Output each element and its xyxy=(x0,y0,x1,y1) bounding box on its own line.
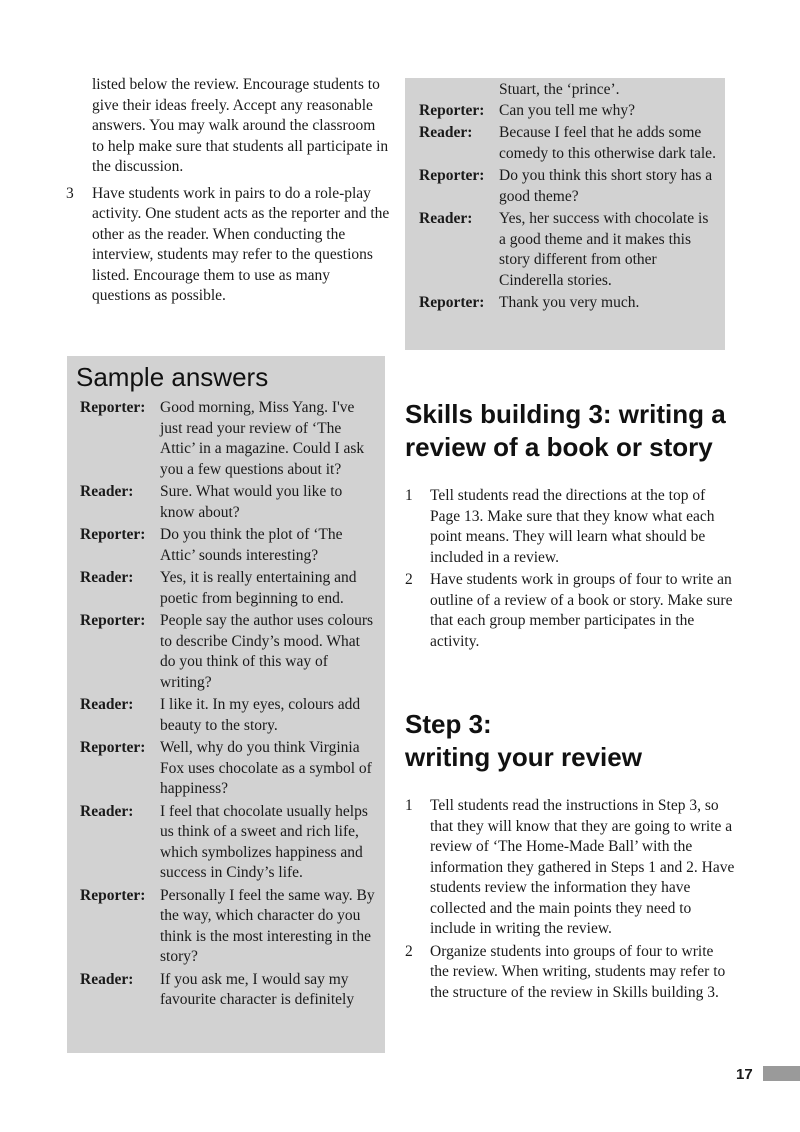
speaker: Reader: xyxy=(80,569,134,586)
speaker: Reporter: xyxy=(80,612,146,629)
item-number: 3 xyxy=(66,184,74,202)
dialog-row xyxy=(67,482,385,523)
dialog-line: Sure. What would you like to know about? xyxy=(160,483,343,521)
dialog-row xyxy=(67,970,385,1011)
speaker: Reporter: xyxy=(80,739,146,756)
item-text: Tell students read the directions at the top of Page 13. Make sure that they know what each point means. They will learn what should be included in a review. xyxy=(430,487,715,566)
dialog-line: I like it. In my eyes, colours add beauty to the story. xyxy=(160,696,361,734)
speaker: Reader: xyxy=(80,483,134,500)
section-heading: Skills building 3: writing a review of a book or story xyxy=(405,399,726,462)
dialog-row xyxy=(67,525,385,566)
dialog-continuation: Stuart, the ‘prince’. xyxy=(499,81,620,98)
intro-item-3 xyxy=(60,184,390,307)
dialog-line: Good morning, Miss Yang. I've just read your review of ‘The Attic’ in a magazine. Could I ask you a few questions about it? xyxy=(160,399,365,478)
dialog-row xyxy=(67,611,385,693)
dialog-line: Thank you very much. xyxy=(499,294,640,311)
list-item xyxy=(405,486,735,568)
dialog-row xyxy=(405,209,725,291)
sample-answers-box xyxy=(67,356,385,1053)
numbered-list xyxy=(405,796,735,1003)
item-number: 2 xyxy=(405,942,413,960)
item-number: 1 xyxy=(405,487,413,504)
speaker: Reader: xyxy=(80,970,134,988)
dialog-row xyxy=(67,398,385,480)
speaker: Reporter: xyxy=(419,294,485,311)
heading-line-1: Step 3: xyxy=(405,709,492,739)
dialog-line: Because I feel that he adds some comedy to this otherwise dark tale. xyxy=(499,124,716,162)
list-item xyxy=(405,796,735,940)
dialog-row xyxy=(67,802,385,884)
speaker: Reporter: xyxy=(419,101,485,119)
page-number: 17 xyxy=(736,1066,753,1083)
list-item xyxy=(405,570,735,652)
sample-answers-title: Sample answers xyxy=(76,362,269,392)
item-text: Have students work in groups of four to write an outline of a review of a book or story. Make sure that each group member participates in the activity. xyxy=(430,571,733,650)
dialog-row xyxy=(67,738,385,800)
dialog-line: Yes, it is really entertaining and poetic from beginning to end. xyxy=(160,569,357,607)
item-number: 1 xyxy=(405,797,413,814)
speaker: Reporter: xyxy=(80,399,146,416)
dialog-line: Personally I feel the same way. By the way, which character do you think is the most interesting in the story? xyxy=(160,886,375,965)
dialog-line: I feel that chocolate usually helps us think of a sweet and rich life, which symbolizes happiness and success in Cindy’s life. xyxy=(160,802,368,881)
item-text: Have students work in pairs to do a role-play activity. One student acts as the reporter and the other as the reader. When conducting the interview, students may refer to the questions listed. Encourage them to use as many questions as possible. xyxy=(92,184,390,304)
dialog-row xyxy=(67,886,385,968)
dialog-row xyxy=(405,101,725,122)
dialog-line: People say the author uses colours to describe Cindy’s mood. What do you think of this way of writing? xyxy=(160,612,374,691)
dialog-continuation-box xyxy=(405,78,725,350)
speaker: Reporter: xyxy=(80,526,146,543)
dialog-row xyxy=(405,123,725,164)
dialog-line: Do you think the plot of ‘The Attic’ sounds interesting? xyxy=(160,526,343,564)
skills-building-section xyxy=(405,398,735,654)
dialog-row xyxy=(67,568,385,609)
numbered-list xyxy=(405,486,735,652)
dialog-row xyxy=(67,695,385,736)
speaker: Reader: xyxy=(419,210,473,227)
dialog-row xyxy=(405,293,725,314)
dialog-line: Can you tell me why? xyxy=(499,101,636,119)
dialog-line: If you ask me, I would say my favourite character is definitely xyxy=(160,970,355,1008)
speaker: Reader: xyxy=(419,124,473,141)
speaker: Reporter: xyxy=(80,886,146,904)
speaker: Reporter: xyxy=(419,167,485,184)
heading-line-2: writing your review xyxy=(405,742,642,772)
speaker: Reader: xyxy=(80,696,134,713)
sample-dialog xyxy=(67,398,385,1011)
list-item xyxy=(405,942,735,1004)
item-text: Tell students read the instructions in Step 3, so that they will know that they are going to write a review of ‘The Home-Made Ball’ with the information they gathered in Steps 1 and 2. Have students review the information they have collected and the main points they need to include in writing the review. xyxy=(430,797,735,937)
dialog-line: Yes, her success with chocolate is a good theme and it makes this story different from other Cinderella stories. xyxy=(499,210,709,289)
step-3-section xyxy=(405,708,735,1005)
speaker: Reader: xyxy=(80,802,134,820)
dialog-row xyxy=(405,166,725,207)
page-number-bar xyxy=(763,1066,800,1081)
item-number: 2 xyxy=(405,571,413,588)
dialog-line: Well, why do you think Virginia Fox uses chocolate as a symbol of happiness? xyxy=(160,739,372,797)
intro-continuation: listed below the review. Encourage students to give their ideas freely. Accept any reasonable answers. You may walk around the classroom to help make sure that students all participate in the discussion. xyxy=(92,76,389,175)
intro-section xyxy=(60,75,390,307)
section-heading xyxy=(405,708,735,774)
dialog-line: Do you think this short story has a good theme? xyxy=(499,167,713,205)
item-text: Organize students into groups of four to write the review. When writing, students may refer to the structure of the review in Skills building 3. xyxy=(430,942,726,1001)
